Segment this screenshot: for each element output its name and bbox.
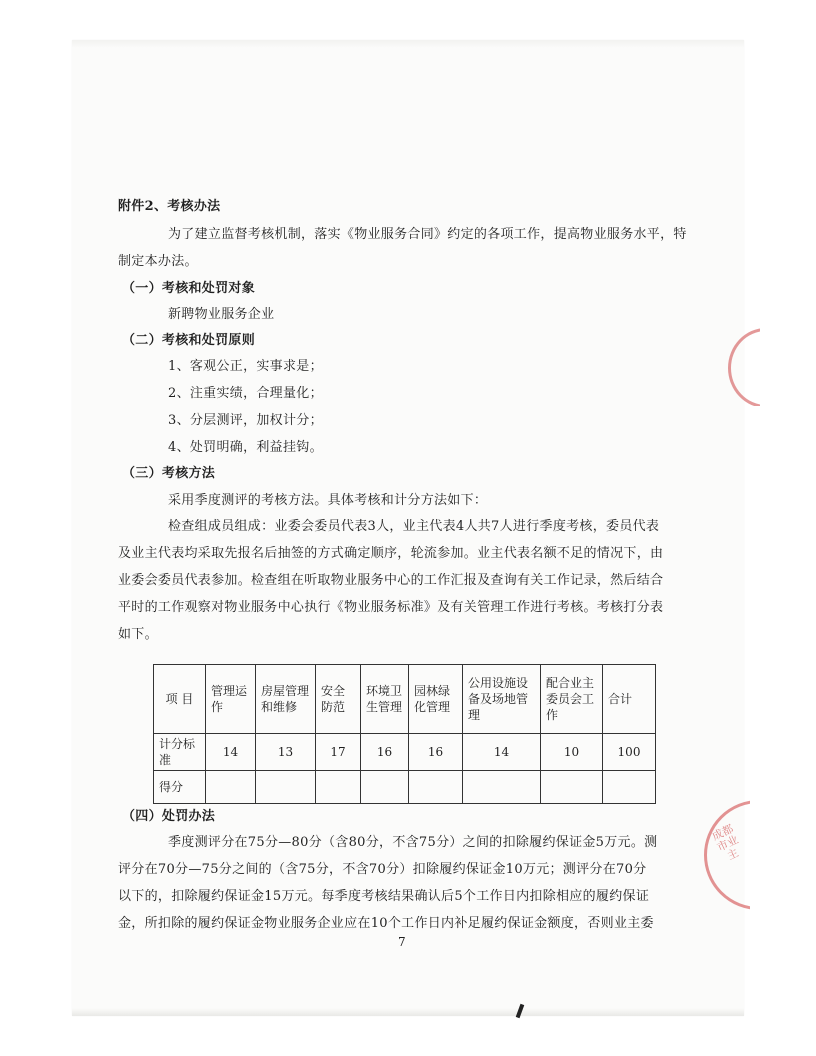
table-cell-empty [316, 771, 361, 804]
section-1-body: 新聘物业服务企业 [168, 307, 275, 322]
table-cell: 14 [463, 734, 541, 771]
table-header-cell: 环境卫生管理 [361, 665, 409, 734]
section-3-paragraph-line: 业委会委员代表参加。检查组在听取物业服务中心的工作汇报及查询有关工作记录，然后结合 [118, 573, 664, 588]
table-cell: 100 [603, 734, 656, 771]
section-4-title: （四）处罚办法 [122, 809, 216, 824]
table-cell: 14 [206, 734, 256, 771]
seal-stamp [698, 796, 750, 912]
table-cell-empty [541, 771, 603, 804]
table-header-row [154, 665, 656, 734]
section-3-paragraph-line: 平时的工作观察对物业服务中心执行《物业服务标准》及有关管理工作进行考核。考核打分表 [118, 600, 664, 615]
principle-item: 4、处罚明确，利益挂钩。 [168, 440, 323, 455]
table-cell: 16 [409, 734, 463, 771]
table-cell: 10 [541, 734, 603, 771]
table-header-cell: 园林绿化管理 [409, 665, 463, 734]
table-row-label: 计分标准 [154, 734, 206, 771]
table-cell: 17 [316, 734, 361, 771]
table-row-label: 得分 [154, 771, 206, 804]
section-3-paragraph-line: 如下。 [118, 627, 158, 642]
table-cell-empty [256, 771, 316, 804]
seal-stamp-text: 成都市业主 [710, 822, 741, 863]
document-heading: 附件2、考核办法 [118, 199, 221, 214]
score-table [153, 664, 656, 804]
section-1-title: （一）考核和处罚对象 [122, 281, 256, 296]
section-3-paragraph-line: 及业主代表均采取先报名后抽签的方式确定顺序，轮流参加。业主代表名额不足的情况下，由 [118, 546, 664, 561]
table-header-cell: 管理运作 [206, 665, 256, 734]
intro-line-2: 制定本办法。 [118, 254, 198, 269]
section-4-paragraph-line: 评分在70分—75分之间的（含75分，不含70分）扣除履约保证金10万元；测评分在70分 [118, 862, 647, 877]
page-number: 7 [398, 935, 406, 949]
section-2-title: （二）考核和处罚原则 [122, 333, 256, 348]
table-header-cell: 房屋管理和维修 [256, 665, 316, 734]
table-cell: 13 [256, 734, 316, 771]
principle-item: 2、注重实绩，合理量化； [168, 386, 323, 401]
intro-line-1: 为了建立监督考核机制，落实《物业服务合同》约定的各项工作，提高物业服务水平，特 [168, 227, 687, 242]
section-3-line-1: 采用季度测评的考核方法。具体考核和计分方法如下： [168, 493, 488, 508]
table-cell-empty [463, 771, 541, 804]
page-bottom-edge [72, 1008, 744, 1016]
section-4-paragraph-line: 以下的，扣除履约保证金15万元。每季度考核结果确认后5个工作日内扣除相应的履约保证 [118, 889, 650, 904]
table-cell-empty [603, 771, 656, 804]
section-3-title: （三）考核方法 [122, 466, 216, 481]
table-cell-empty [409, 771, 463, 804]
table-header-cell: 公用设施设备及场地管理 [463, 665, 541, 734]
principle-item: 1、客观公正，实事求是； [168, 359, 323, 374]
table-header-cell: 合计 [603, 665, 656, 734]
table-cell-empty [206, 771, 256, 804]
table-header-cell: 配合业主委员会工作 [541, 665, 603, 734]
principle-item: 3、分层测评，加权计分； [168, 413, 323, 428]
table-header-cell: 项 目 [154, 665, 206, 734]
section-3-paragraph-line: 检查组成员组成：业委会委员代表3人，业主代表4人共7人进行季度考核，委员代表 [168, 519, 660, 534]
table-cell-empty [361, 771, 409, 804]
table-row-score [154, 771, 656, 804]
page-top-edge [72, 40, 744, 48]
table-header-cell: 安全防范 [316, 665, 361, 734]
seal-stamp-partial [724, 326, 760, 406]
section-4-paragraph-line: 金，所扣除的履约保证金物业服务企业应在10个工作日内补足履约保证金额度，否则业主委 [118, 916, 654, 931]
table-row-standard [154, 734, 656, 771]
table-cell: 16 [361, 734, 409, 771]
section-4-paragraph-line: 季度测评分在75分—80分（含80分，不含75分）之间的扣除履约保证金5万元。测 [168, 835, 658, 850]
